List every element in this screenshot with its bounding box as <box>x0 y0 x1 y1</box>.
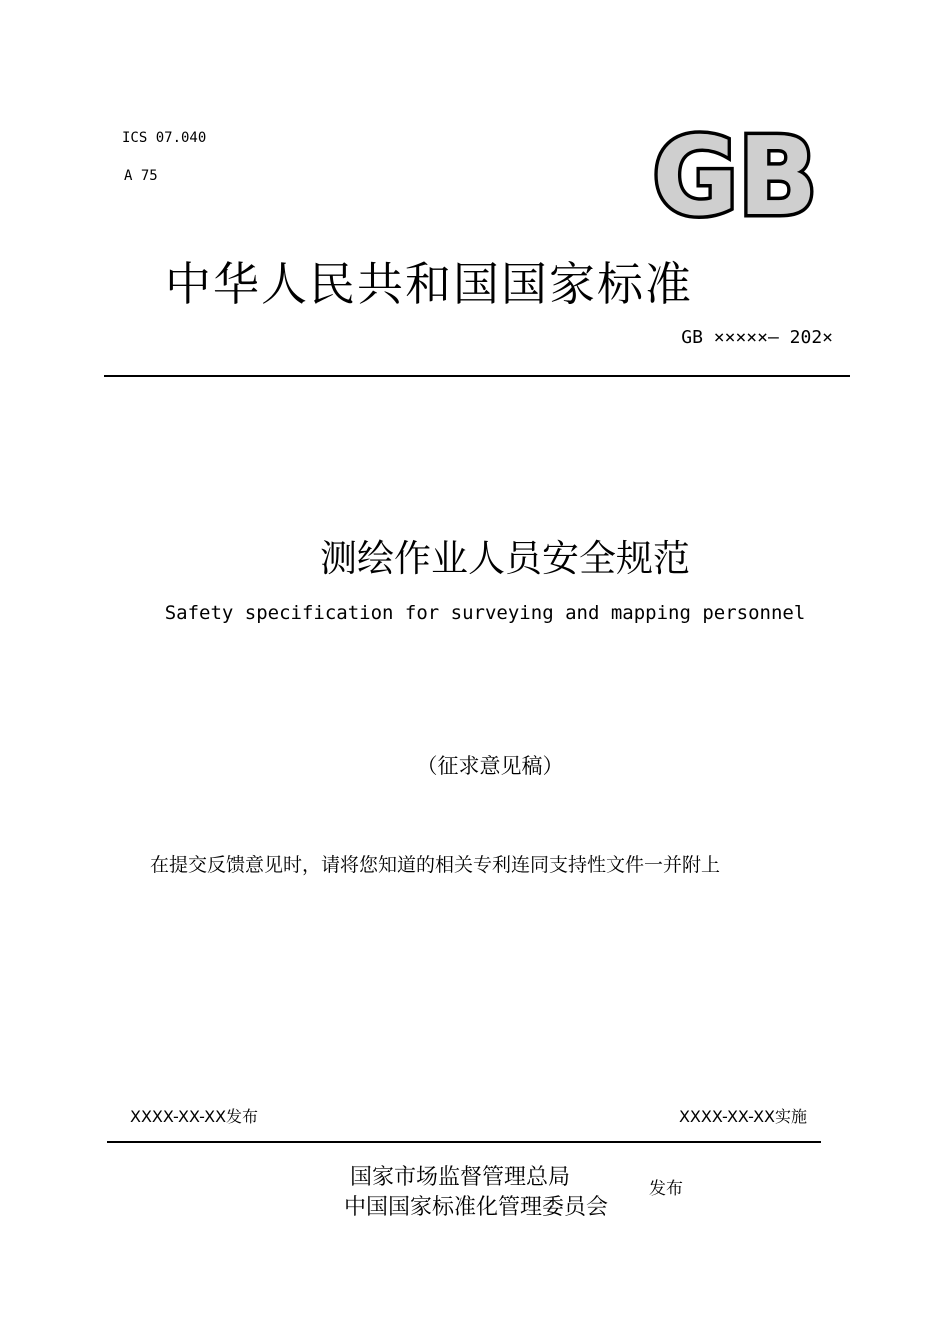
document-title-en: Safety specification for surveying and mapping personnel <box>164 602 806 624</box>
footer-divider <box>107 1141 821 1143</box>
document-title-cn: 测绘作业人员安全规范 <box>320 537 690 580</box>
national-standard-title: 中华人民共和国国家标准 <box>165 257 693 311</box>
gb-logo <box>650 130 820 222</box>
svg-text:GB: GB <box>652 130 818 222</box>
header-divider <box>104 375 850 377</box>
publish-date: XXXX-XX-XX发布 <box>130 1107 259 1126</box>
ics-code: ICS 07.040 <box>122 130 207 146</box>
issue-label: 发布 <box>649 1179 683 1199</box>
ccs-code: A 75 <box>124 168 158 184</box>
standard-number: GB ×××××— 202× <box>681 327 833 348</box>
draft-status: （征求意见稿） <box>416 754 564 778</box>
issuer-samr: 国家市场监督管理总局 <box>350 1165 571 1190</box>
implement-date: XXXX-XX-XX实施 <box>678 1107 807 1126</box>
issuer-sac: 中国国家标准化管理委员会 <box>344 1195 609 1220</box>
patent-notice: 在提交反馈意见时，请将您知道的相关专利连同支持性文件一并附上 <box>150 854 721 876</box>
